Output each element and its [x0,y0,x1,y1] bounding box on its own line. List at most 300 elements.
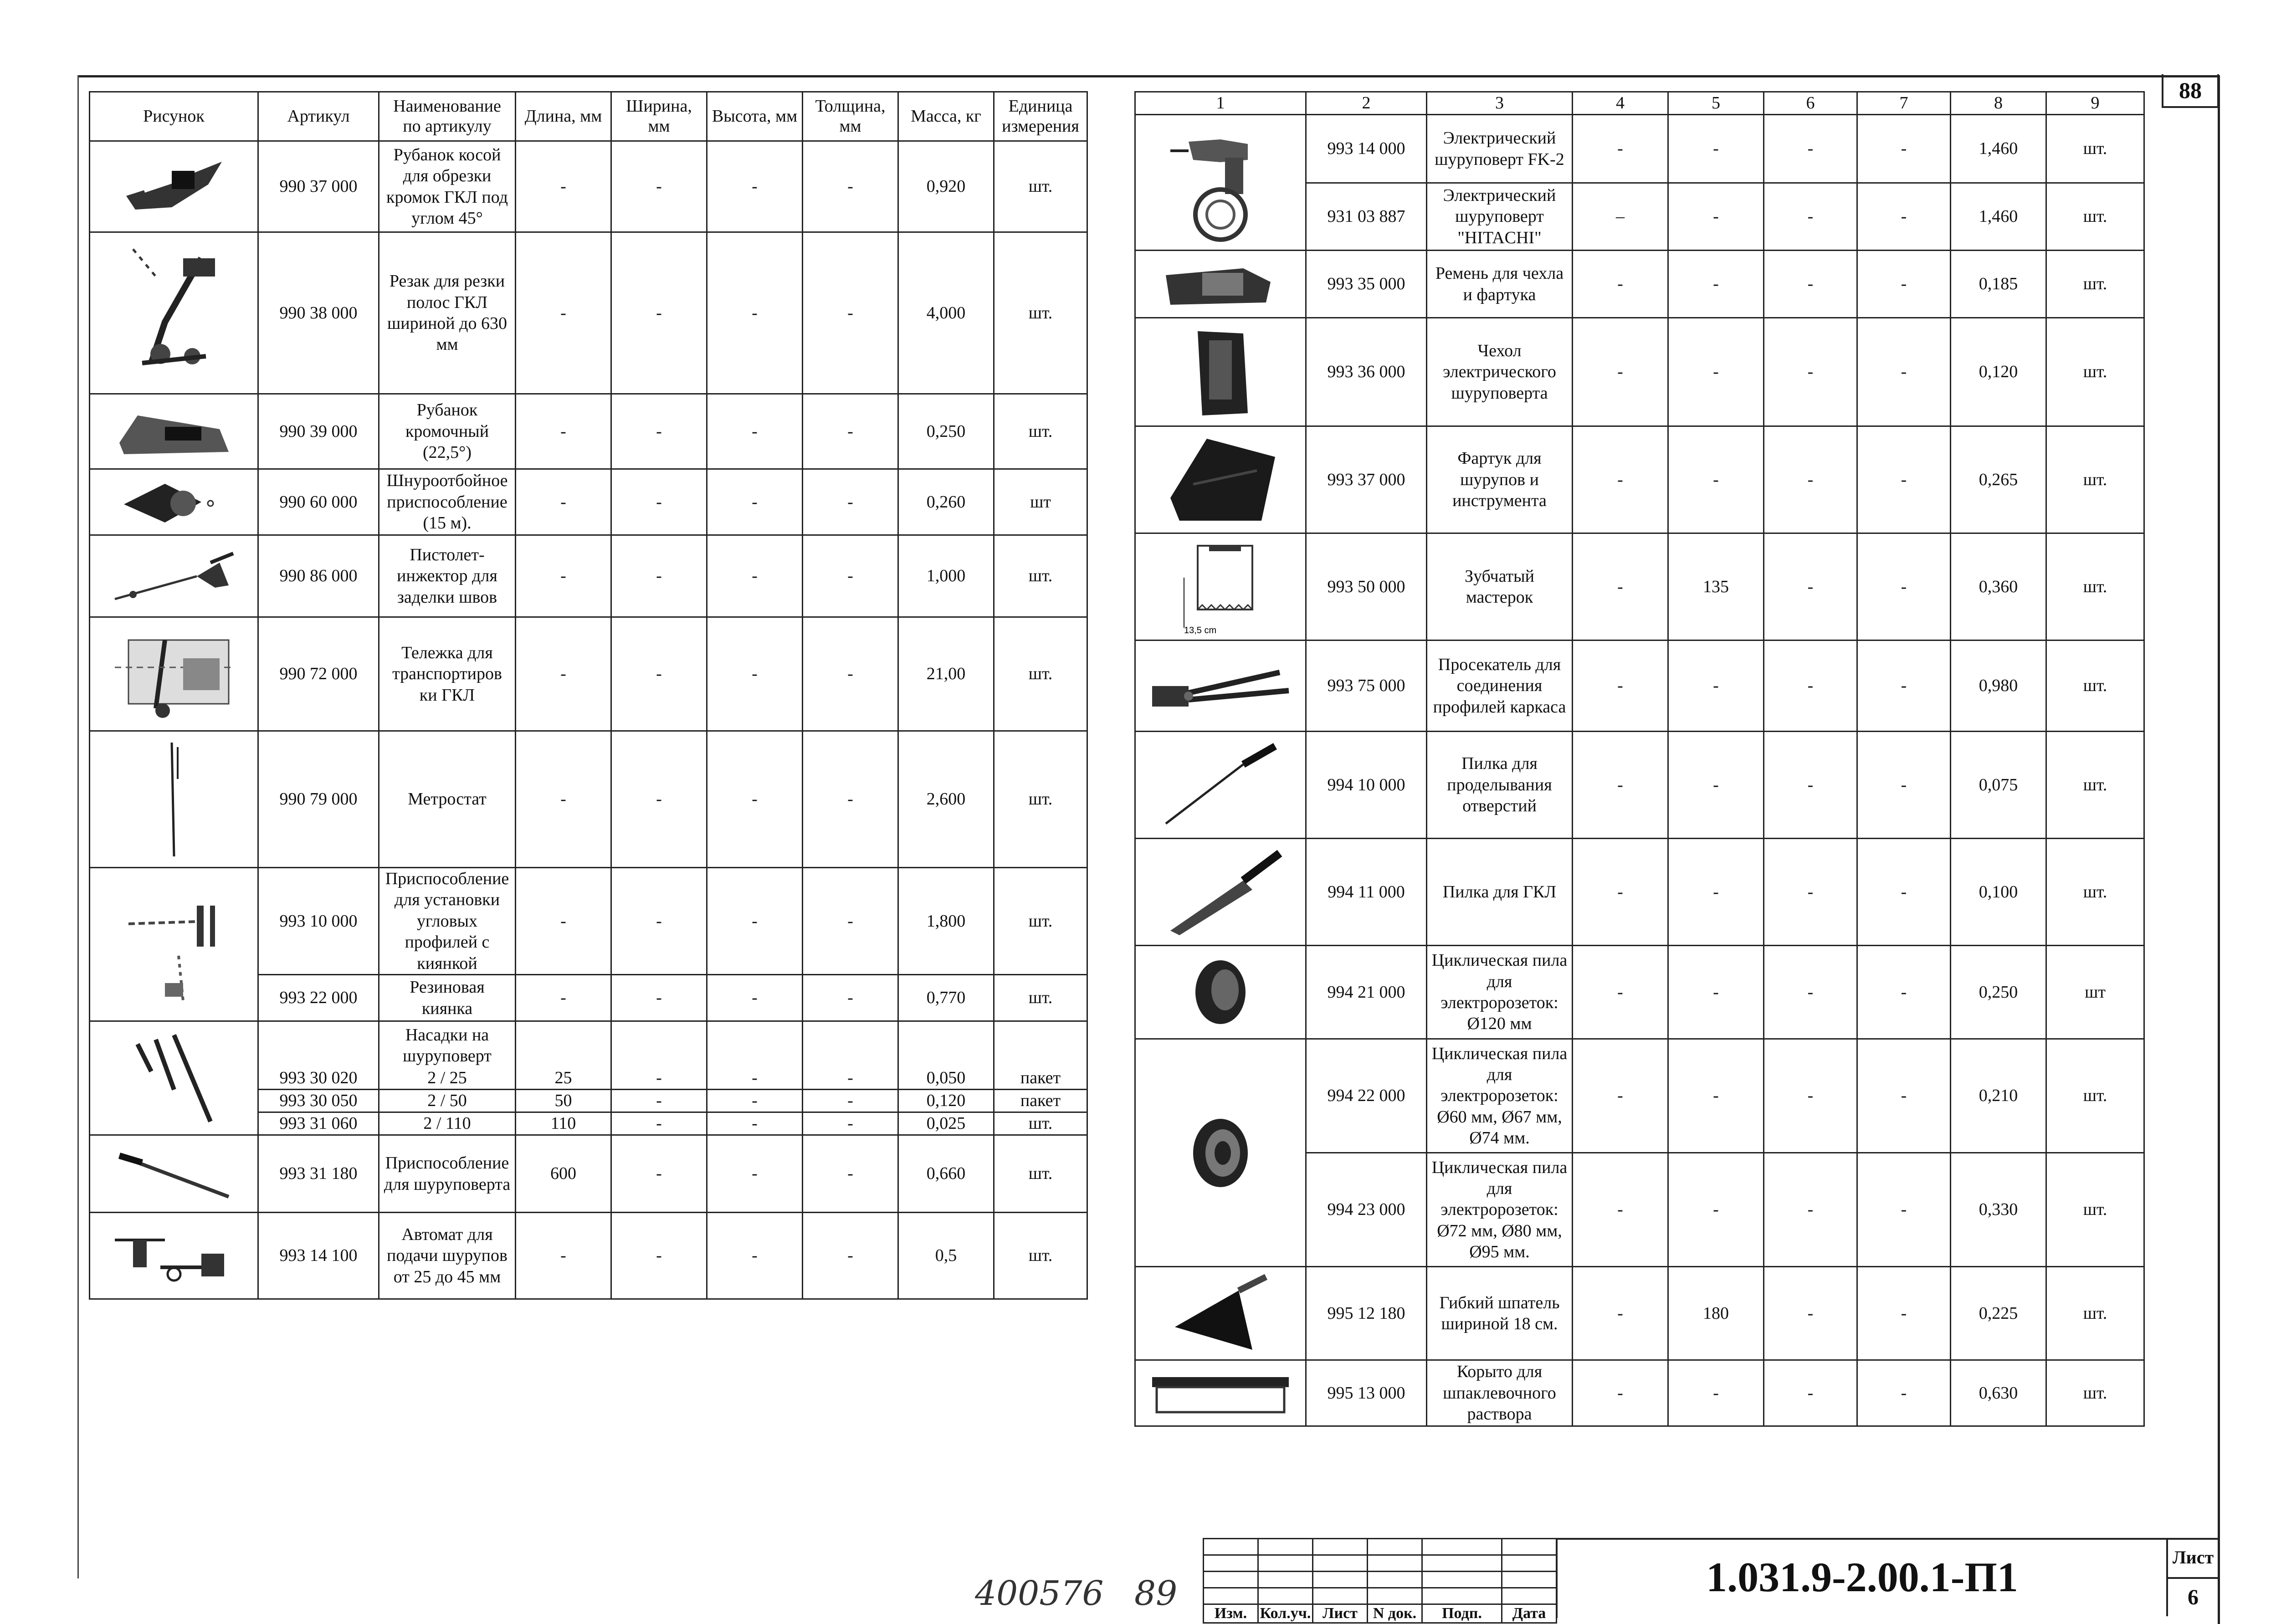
name-cell: Гибкий шпатель шириной 18 см. [1427,1267,1573,1360]
unit-cell: шт. [994,535,1087,617]
article-cell [258,1021,379,1067]
label-signature: Подп. [1422,1604,1502,1623]
length-cell: 25 [516,1067,611,1090]
injector-gun-image [90,535,258,617]
col5-cell: 180 [1668,1267,1764,1360]
keyhole-saw-image [1135,732,1306,839]
unit-cell: пакет [994,1090,1087,1112]
header-unit: Единица измерения [994,92,1087,141]
unit-cell: шт. [2046,1153,2144,1267]
col4-cell: - [1573,318,1668,426]
thickness-cell: - [803,1135,898,1213]
belt-image [1135,251,1306,318]
length-cell: - [516,141,611,232]
name-cell: Просекатель для соединения профилей каркаса [1427,640,1573,732]
col6-cell: - [1764,183,1857,251]
chalk-line-image [90,469,258,535]
col7-cell: - [1857,839,1951,946]
thickness-cell: - [803,1090,898,1112]
height-cell: - [707,975,803,1021]
name-cell: 2 / 25 [379,1067,516,1090]
mortar-trough-image [1135,1360,1306,1426]
article-cell: 994 22 000 [1306,1039,1427,1153]
length-cell: 600 [516,1135,611,1213]
trolley-image [90,617,258,731]
screwdriver-bits-image [90,1021,258,1135]
length-cell: - [516,617,611,731]
left-header-row [90,92,1087,141]
article-cell: 990 72 000 [258,617,379,731]
article-cell: 993 14 100 [258,1213,379,1299]
col6-cell: - [1764,533,1857,640]
frame-top-line [77,75,2219,77]
mass-cell: 0,265 [1951,426,2046,533]
col6-cell: - [1764,115,1857,183]
col6-cell: - [1764,318,1857,426]
mass-cell: 2,600 [898,731,994,868]
mass-cell: 0,075 [1951,732,2046,839]
col7-cell: - [1857,183,1951,251]
name-cell: Корыто для шпаклевочного раствора [1427,1360,1573,1426]
article-cell: 990 39 000 [258,394,379,469]
name-cell: Тележка для транспортиров ки ГКЛ [379,617,516,731]
header-col-8: 8 [1951,92,2046,115]
unit-cell: шт. [994,731,1087,868]
article-cell: 990 60 000 [258,469,379,535]
thickness-cell: - [803,469,898,535]
height-cell: - [707,1090,803,1112]
header-height: Высота, мм [707,92,803,141]
col6-cell: - [1764,426,1857,533]
frame-right-line [2218,75,2220,1624]
col6-cell: - [1764,732,1857,839]
col4-cell: - [1573,640,1668,732]
table-row [1135,839,2144,946]
mass-cell: 0,185 [1951,251,2046,318]
unit-cell: шт. [994,394,1087,469]
table-row [90,535,1087,617]
col4-cell: - [1573,1039,1668,1153]
article-cell: 994 11 000 [1306,839,1427,946]
header-col-2: 2 [1306,92,1427,115]
article-cell: 994 21 000 [1306,946,1427,1039]
article-cell: 993 22 000 [258,975,379,1021]
table-row [90,232,1087,394]
width-cell: - [611,617,707,731]
name-cell: Приспособление для установки угловых профилей с киянкой [379,868,516,975]
apron-image [1135,426,1306,533]
col7-cell: - [1857,1153,1951,1267]
screwdriver-attachment-image [90,1135,258,1213]
col7-cell: - [1857,533,1951,640]
corner-tool-mallet-image [90,868,258,1021]
table-row [90,868,1087,975]
length-cell: 50 [516,1090,611,1112]
mass-cell: 1,460 [1951,183,2046,251]
article-cell: 993 35 000 [1306,251,1427,318]
drywall-saw-image [1135,839,1306,946]
unit-cell: шт. [2046,251,2144,318]
thickness-cell: - [803,868,898,975]
name-cell: Электрический шуруповерт FK-2 [1427,115,1573,183]
article-cell: 993 31 060 [258,1112,379,1135]
length-cell: - [516,975,611,1021]
mass-cell: 0,630 [1951,1360,2046,1426]
unit-cell: шт. [2046,1267,2144,1360]
width-cell: - [611,731,707,868]
col5-cell: - [1668,115,1764,183]
col4-cell: - [1573,426,1668,533]
name-cell: Электрический шуруповерт "HITACHI" [1427,183,1573,251]
label-doc-number: N док. [1368,1604,1422,1623]
header-col-6: 6 [1764,92,1857,115]
name-cell: Приспособление для шуруповерта [379,1135,516,1213]
edge-plane-image [90,394,258,469]
table-row [90,1135,1087,1213]
col7-cell: - [1857,946,1951,1039]
name-cell: 2 / 110 [379,1112,516,1135]
col5-cell: - [1668,1039,1764,1153]
mass-cell: 0,260 [898,469,994,535]
length-cell: - [516,535,611,617]
thickness-cell: - [803,394,898,469]
hole-saw-120-image [1135,946,1306,1039]
unit-cell: шт. [994,232,1087,394]
table-row [1135,426,2144,533]
col7-cell: - [1857,251,1951,318]
name-cell: Автомат для подачи шурупов от 25 до 45 мм [379,1213,516,1299]
mass-cell: 0,980 [1951,640,2046,732]
length-cell: 110 [516,1112,611,1135]
name-cell: Циклическая пила для электророзеток: Ø72 мм, Ø80 мм, Ø95 мм. [1427,1153,1573,1267]
right-header-row [1135,92,2144,115]
table-row [1135,251,2144,318]
frame-left-line [77,75,79,1578]
height-cell: - [707,232,803,394]
table-row [1135,946,2144,1039]
col4-cell: - [1573,732,1668,839]
unit-cell: шт. [2046,640,2144,732]
name-cell: Чехол электрического шуруповерта [1427,318,1573,426]
thickness-cell: - [803,141,898,232]
left-spec-table [89,91,1088,1300]
table-row [90,1021,1087,1067]
header-col-3: 3 [1427,92,1573,115]
table-row [1135,1267,2144,1360]
mass-cell: 0,360 [1951,533,2046,640]
mass-cell: 0,250 [898,394,994,469]
thickness-cell: - [803,1067,898,1090]
height-cell: - [707,1112,803,1135]
name-cell: Резак для резки полос ГКЛ шириной до 630 мм [379,232,516,394]
article-cell: 994 23 000 [1306,1153,1427,1267]
unit-cell: шт [994,469,1087,535]
mass-cell: 0,225 [1951,1267,2046,1360]
unit-cell: шт. [994,1213,1087,1299]
article-cell: 931 03 887 [1306,183,1427,251]
table-row [1135,732,2144,839]
mass-cell: 0,025 [898,1112,994,1135]
col5-cell: - [1668,1360,1764,1426]
holster-image [1135,318,1306,426]
sheet-box [2166,1538,2218,1616]
table-row [90,1213,1087,1299]
col4-cell: - [1573,946,1668,1039]
width-cell: - [611,1213,707,1299]
table-row [1135,115,2144,183]
width-cell: - [611,1135,707,1213]
table-row [1135,533,2144,640]
col5-cell: - [1668,640,1764,732]
height-cell: - [707,617,803,731]
article-cell: 993 30 050 [258,1090,379,1112]
col7-cell: - [1857,318,1951,426]
mass-cell: 0,660 [898,1135,994,1213]
width-cell: - [611,394,707,469]
col6-cell: - [1764,1360,1857,1426]
article-cell: 994 10 000 [1306,732,1427,839]
mass-cell: 21,00 [898,617,994,731]
label-sheet: Лист [1313,1604,1368,1623]
mass-cell: 0,5 [898,1213,994,1299]
header-mass: Масса, кг [898,92,994,141]
mass-cell: 0,210 [1951,1039,2046,1153]
table-row [90,731,1087,868]
mass-cell: 0,770 [898,975,994,1021]
name-cell: Пилка для ГКЛ [1427,839,1573,946]
header-col-4: 4 [1573,92,1668,115]
article-cell: 993 75 000 [1306,640,1427,732]
mass-cell: 1,800 [898,868,994,975]
width-cell: - [611,141,707,232]
header-col-5: 5 [1668,92,1764,115]
article-cell: 993 31 180 [258,1135,379,1213]
unit-cell: шт. [994,617,1087,731]
height-cell: - [707,731,803,868]
width-cell: - [611,868,707,975]
height-cell: - [707,535,803,617]
sheet-number: 6 [2188,1585,2199,1609]
col4-cell: - [1573,115,1668,183]
metrostat-image [90,731,258,868]
col4-cell: – [1573,183,1668,251]
header-picture: Рисунок [90,92,258,141]
mass-cell: 0,330 [1951,1153,2046,1267]
unit-cell: шт. [2046,839,2144,946]
col7-cell: - [1857,1360,1951,1426]
mass-cell: 0,050 [898,1067,994,1090]
header-length: Длина, мм [516,92,611,141]
table-row [1135,1039,2144,1153]
article-cell: 990 38 000 [258,232,379,394]
hole-saw-set-image [1135,1039,1306,1267]
col6-cell: - [1764,251,1857,318]
height-cell: - [707,1135,803,1213]
height-cell: - [707,394,803,469]
unit-cell: шт. [2046,183,2144,251]
flexible-spatula-image [1135,1267,1306,1360]
name-cell: Ремень для чехла и фартука [1427,251,1573,318]
name-cell: Циклическая пила для электророзеток: Ø60 мм, Ø67 мм, Ø74 мм. [1427,1039,1573,1153]
col6-cell: - [1764,640,1857,732]
table-row [90,394,1087,469]
article-cell: 993 14 000 [1306,115,1427,183]
col4-cell: - [1573,839,1668,946]
thickness-cell: - [803,617,898,731]
col4-cell: - [1573,1360,1668,1426]
header-col-9: 9 [2046,92,2144,115]
revision-grid [1203,1538,1557,1624]
thickness-cell: - [803,975,898,1021]
length-cell [516,1021,611,1067]
thickness-cell: - [803,1112,898,1135]
unit-cell [994,1021,1087,1067]
sheet-number-top: 88 [2162,74,2219,108]
length-cell: - [516,469,611,535]
name-cell: Рубанок косой для обрезки кромок ГКЛ под углом 45° [379,141,516,232]
name-cell: Резиновая киянка [379,975,516,1021]
crimper-image [1135,640,1306,732]
col7-cell: - [1857,640,1951,732]
name-cell: 2 / 50 [379,1090,516,1112]
col5-cell: - [1668,426,1764,533]
mass-cell: 0,100 [1951,839,2046,946]
length-cell: - [516,731,611,868]
screw-feeder-image [90,1213,258,1299]
name-cell: Циклическая пила для электророзеток: Ø120 мм [1427,946,1573,1039]
table-row [1135,1360,2144,1426]
width-cell: - [611,975,707,1021]
unit-cell: шт. [2046,533,2144,640]
mass-cell: 0,120 [898,1090,994,1112]
col6-cell: - [1764,946,1857,1039]
header-thickness: Толщина, мм [803,92,898,141]
col7-cell: - [1857,1267,1951,1360]
col4-cell: - [1573,1153,1668,1267]
header-name: Наименование по артикулу [379,92,516,141]
right-spec-table [1134,91,2145,1427]
unit-cell: пакет [994,1067,1087,1090]
width-cell: - [611,469,707,535]
unit-cell: шт. [994,1112,1087,1135]
article-cell: 993 30 020 [258,1067,379,1090]
handwritten-number-left: 400576 [975,1574,1104,1613]
col5-cell: - [1668,251,1764,318]
sheet-label: Лист [2168,1538,2218,1579]
table-row [1135,318,2144,426]
document-code: 1.031.9-2.00.1-П1 [1706,1554,2018,1600]
label-date: Дата [1502,1604,1557,1623]
height-cell [707,1021,803,1067]
unit-cell: шт. [994,868,1087,975]
name-cell: Шнуроотбойное приспособление (15 м). [379,469,516,535]
length-cell: - [516,868,611,975]
name-cell: Пистолет-инжектор для заделки швов [379,535,516,617]
col5-cell: - [1668,732,1764,839]
header-col-1: 1 [1135,92,1306,115]
handwritten-number-right: 89 [1134,1574,1178,1613]
name-cell: Зубчатый мастерок [1427,533,1573,640]
mass-cell [898,1021,994,1067]
thickness-cell: - [803,1213,898,1299]
length-cell: - [516,394,611,469]
col6-cell: - [1764,1039,1857,1153]
mass-cell: 0,250 [1951,946,2046,1039]
mass-cell: 4,000 [898,232,994,394]
height-cell: - [707,868,803,975]
length-cell: - [516,1213,611,1299]
name-cell: Насадки на шуруповерт [379,1021,516,1067]
table-row [90,617,1087,731]
col7-cell: - [1857,115,1951,183]
label-qty: Кол.уч. [1258,1604,1313,1623]
article-cell: 990 79 000 [258,731,379,868]
col6-cell: - [1764,1267,1857,1360]
header-article: Артикул [258,92,379,141]
table-row [90,141,1087,232]
thickness-cell: - [803,535,898,617]
label-change: Изм. [1204,1604,1258,1623]
width-cell: - [611,1067,707,1090]
col7-cell: - [1857,732,1951,839]
col6-cell: - [1764,1153,1857,1267]
header-col-7: 7 [1857,92,1951,115]
unit-cell: шт. [2046,1360,2144,1426]
width-cell: - [611,232,707,394]
plane-bevel-image [90,141,258,232]
name-cell: Метростат [379,731,516,868]
col5-cell: - [1668,839,1764,946]
col5-cell: - [1668,1153,1764,1267]
name-cell: Пилка для проделывания отверстий [1427,732,1573,839]
col4-cell: - [1573,251,1668,318]
mass-cell: 1,000 [898,535,994,617]
unit-cell: шт. [2046,115,2144,183]
width-cell [611,1021,707,1067]
col4-cell: - [1573,1267,1668,1360]
trowel-dimension-label: 13,5 cm [1184,625,1217,635]
col5-cell: - [1668,318,1764,426]
name-cell: Фартук для шурупов и инструмента [1427,426,1573,533]
table-row [90,469,1087,535]
height-cell: - [707,469,803,535]
article-cell: 995 13 000 [1306,1360,1427,1426]
article-cell: 993 50 000 [1306,533,1427,640]
col7-cell: - [1857,426,1951,533]
col7-cell: - [1857,1039,1951,1153]
article-cell: 990 37 000 [258,141,379,232]
height-cell: - [707,1213,803,1299]
notched-trowel-image [1135,533,1306,640]
article-cell: 993 10 000 [258,868,379,975]
unit-cell: шт [2046,946,2144,1039]
thickness-cell: - [803,232,898,394]
thickness-cell [803,1021,898,1067]
col5-cell: - [1668,946,1764,1039]
electric-screwdriver-image [1135,115,1306,251]
mass-cell: 0,120 [1951,318,2046,426]
unit-cell: шт. [994,975,1087,1021]
article-cell: 993 37 000 [1306,426,1427,533]
height-cell: - [707,141,803,232]
mass-cell: 0,920 [898,141,994,232]
unit-cell: шт. [2046,1039,2144,1153]
height-cell: - [707,1067,803,1090]
unit-cell: шт. [2046,426,2144,533]
thickness-cell: - [803,731,898,868]
width-cell: - [611,1112,707,1135]
length-cell: - [516,232,611,394]
